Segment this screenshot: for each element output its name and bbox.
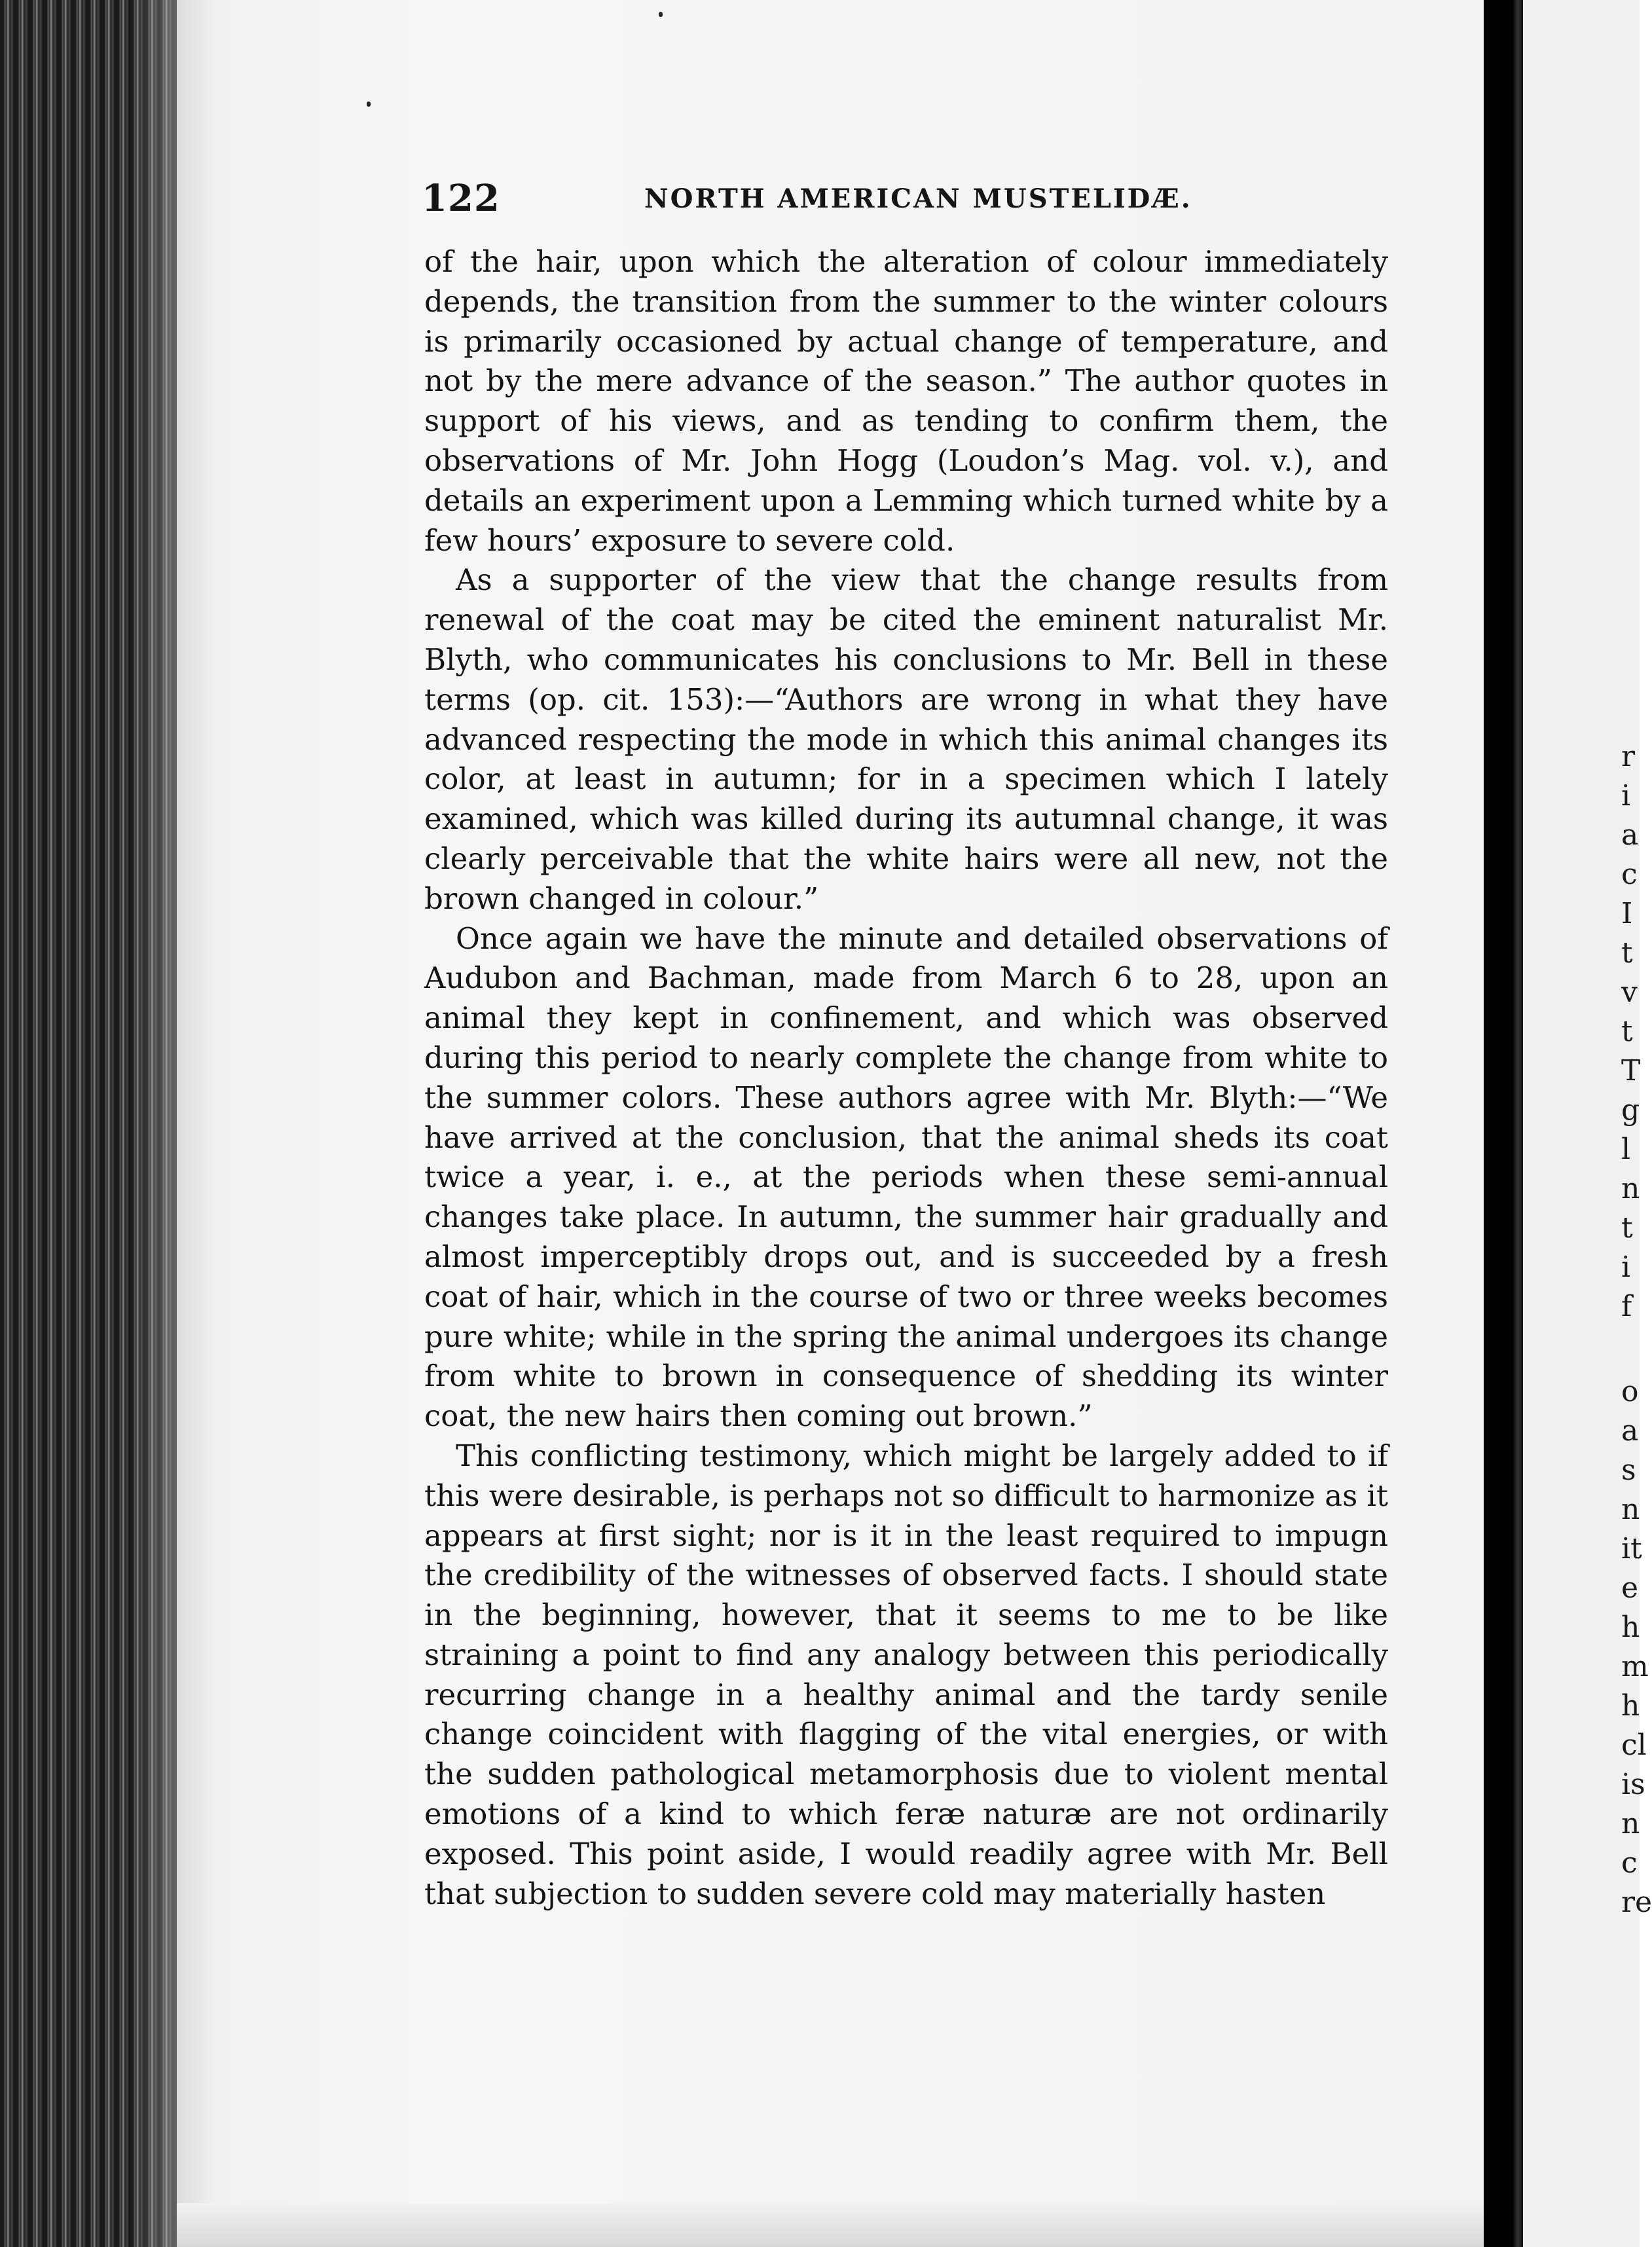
paragraph: As a supporter of the view that the change results from renewal of the coat may be cited the eminent naturalist Mr. Blyth, who communicates his conclusions to Mr. Bell in these terms (op. cit. 153):—“Authors are wrong in what they have advanced respecting the mode in which this animal changes its color, at least in autumn; for in a specimen which I lately examined, which was killed during its autumnal change, it was clearly perceivable that the white hairs were all new, not the brown changed in colour.” (424, 562, 1388, 916)
edge-letter: e (1621, 1571, 1639, 1605)
edge-letter: h (1621, 1689, 1640, 1723)
edge-letter: c (1621, 1846, 1638, 1880)
edge-letter: r (1621, 740, 1636, 773)
edge-letter: t (1621, 1211, 1633, 1245)
edge-letter: o (1621, 1375, 1639, 1408)
spine-shadow (131, 0, 180, 2247)
edge-letter: t (1621, 936, 1633, 970)
edge-letter: a (1621, 1414, 1639, 1448)
edge-letter: v (1621, 976, 1638, 1009)
paragraph: Once again we have the minute and detailed observations of Audubon and Bachman, made from March 6 to 28, upon an animal they kept in confinement, and which was observed during this period to nearly complete the change from white to the summer colors. These authors agree with Mr. Blyth:—“We have arrived at the conclusion, that the animal sheds its coat twice a year, i. e., at the periods when these semi-annual changes take place. In autumn, the summer hair gradually and almost imperceptibly drops out, and is succeeded by a fresh coat of hair, which in the course of two or three weeks becomes pure white; while in the spring the animal undergoes its change from white to brown in consequence of shedding its winter coat, the new hairs then coming out brown.” (424, 921, 1388, 1434)
edge-letter: I (1621, 897, 1633, 930)
page-speck (367, 101, 371, 107)
edge-letter: a (1621, 818, 1639, 852)
edge-letter: T (1621, 1054, 1641, 1087)
edge-letter: m (1621, 1650, 1649, 1683)
paragraph: This conflicting testimony, which might be largely added to if this were desirable, is perhaps not so difficult to harmonize as it appears at first sight; nor is it in the least required to impugn the credibility of the witnesses of observed facts. I should state in the beginning, however, that it seems to me to be like straining a point to find any analogy between this periodically recurring change in a healthy animal and the tardy senile change coincident with flagging of the vital energies, or with the sudden pathological metamorphosis due to violent mental emotions of a kind to which feræ naturæ are not ordinarily exposed. This point aside, I would readily agree with Mr. Bell that subjection to sudden severe cold may materially hasten (424, 1438, 1388, 1911)
edge-letter: n (1621, 1807, 1640, 1840)
page-bottom-shadow (177, 2203, 1484, 2247)
page-header (422, 177, 1391, 223)
page-speck (659, 12, 663, 17)
edge-letter: i (1621, 1251, 1631, 1284)
running-head: NORTH AMERICAN MUSTELIDÆ. (644, 183, 1192, 214)
body-text (424, 242, 1388, 1914)
edge-letter: s (1621, 1453, 1636, 1487)
edge-letter: cl (1621, 1728, 1647, 1762)
edge-letter: g (1621, 1093, 1640, 1127)
edge-letter: f (1621, 1290, 1632, 1323)
edge-letter: is (1621, 1768, 1645, 1801)
page-gutter (1484, 0, 1523, 2247)
edge-letter: n (1621, 1493, 1640, 1526)
edge-letter: i (1621, 779, 1631, 813)
edge-letter: it (1621, 1532, 1642, 1565)
edge-letter: c (1621, 858, 1638, 891)
page-number: 122 (422, 177, 500, 220)
next-page-letters (1621, 0, 1652, 2247)
paragraph: of the hair, upon which the alteration of colour immediately depends, the transition from the summer to the winter colours is primarily occasioned by actual change of temperature, and not by the mere advance of the season.” The author quotes in support of his views, and as tending to confirm them, the observations of Mr. John Hogg (Loudon’s Mag. vol. v.), and details an experiment upon a Lemming which turned white by a few hours’ exposure to severe cold. (424, 244, 1388, 558)
edge-letter: t (1621, 1015, 1633, 1048)
edge-letter: re (1621, 1886, 1652, 1919)
edge-letter: n (1621, 1172, 1640, 1205)
edge-letter: l (1621, 1133, 1631, 1166)
edge-letter: h (1621, 1611, 1640, 1644)
